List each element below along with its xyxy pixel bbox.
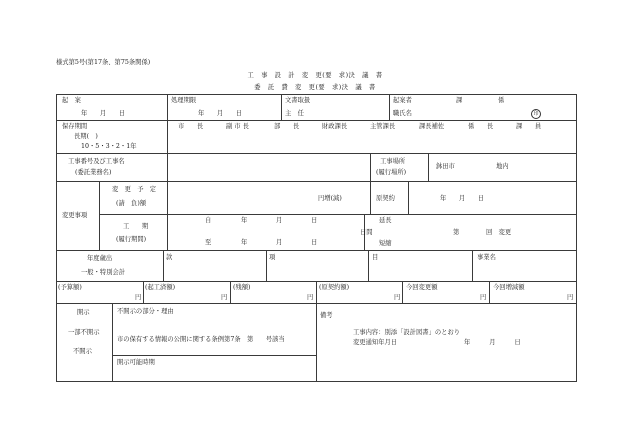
approver-mayor: 市 長	[178, 123, 204, 130]
kakari-label: 係	[498, 97, 505, 104]
biko-tsuchi-date: 年 月 日	[464, 339, 521, 346]
nichikan-label: 日間	[360, 229, 373, 236]
rule-v	[370, 153, 371, 181]
approver-section-chief: 主管課長	[370, 123, 396, 130]
rule-disclosure-mid	[112, 355, 316, 356]
kikan-label: 開示可能時期	[117, 359, 155, 366]
border-top	[56, 94, 577, 95]
form-title-construction: 工 事 設 計 変 更(要 求)決 議 書	[247, 72, 383, 79]
nensu-label: 10・5・3・2・1年	[81, 143, 137, 150]
yosan-yen: 円	[135, 294, 142, 301]
konkai-zogen-yen: 円	[567, 294, 574, 301]
rikou-kikan-label: (履行期間)	[116, 236, 147, 243]
border-bottom	[56, 381, 577, 382]
yosan-label: (予算額)	[58, 284, 82, 291]
kian-label: 起 案	[62, 97, 81, 104]
rule-v	[266, 250, 267, 281]
koki-label: 工 期	[123, 223, 149, 230]
ichibu-option: 一部不開示	[68, 329, 100, 336]
kiansha-label: 起案者	[393, 97, 412, 104]
gen-keiyaku-gaku-label: (原契約額)	[319, 284, 350, 291]
hozon-label: 保存期間	[62, 123, 88, 130]
tanshuku-label: 短縮	[379, 240, 392, 247]
ippan-label: 一般・特別会計	[81, 269, 126, 276]
rule-v	[167, 153, 168, 181]
approver-deputy-mayor: 副 市 長	[226, 123, 249, 130]
yotei-label: 変 更 予 定	[112, 186, 157, 193]
border-left	[56, 94, 57, 382]
shunin-label: 主 任	[285, 110, 304, 117]
konkai-henko-label: 今回変更額	[406, 284, 438, 291]
zan-yen: 円	[307, 294, 314, 301]
form-number: 様式第5号(第17条、第75条関係)	[56, 59, 151, 66]
rule-row4	[56, 250, 577, 251]
ji-label: 自	[205, 217, 212, 224]
ji-month: 月	[276, 217, 283, 224]
nendo-label: 年度歳出	[87, 255, 113, 262]
city-name: 鉢田市	[436, 163, 455, 170]
rule-row1	[56, 120, 577, 121]
shori-label: 処理期限	[171, 97, 197, 104]
approver-finance-chief: 財政課長	[322, 123, 348, 130]
rule-v	[167, 94, 168, 120]
rule-v	[368, 250, 369, 281]
biko-naiyo: 工事内容：別添「設計図書」のとおり	[353, 329, 461, 336]
biko-tsuchi-label: 変更通知年月日	[353, 339, 398, 346]
rule-v	[143, 281, 144, 303]
konkai-zogen-label: 今回増減額	[493, 284, 525, 291]
seal-mark: 印	[531, 109, 541, 119]
rule-v	[389, 94, 390, 120]
rule-v	[370, 181, 371, 214]
itaku-name-label: (委託業務名)	[75, 169, 112, 176]
en-gen-label: 円増(減)	[318, 195, 342, 202]
kian-date: 年 月 日	[81, 110, 126, 117]
gen-keiyaku-label: 原契約	[376, 195, 395, 202]
rule-v	[99, 181, 100, 250]
ukeoi-label: (請 負)額	[116, 200, 147, 207]
shi-year: 年	[241, 239, 248, 246]
koji-name-label: 工事番号及び工事名	[68, 158, 125, 165]
rule-v	[408, 181, 409, 214]
kai-henko-label: 回 変更	[486, 229, 512, 236]
bunsho-label: 文書取扱	[285, 97, 311, 104]
chinai-label: 地内	[496, 163, 509, 170]
rule-v	[472, 250, 473, 281]
rule-row3	[56, 181, 577, 182]
part-reason-label: 不開示の部分・理由	[117, 308, 174, 315]
rule-v	[281, 94, 282, 120]
kou-label: 項	[269, 254, 276, 261]
moku-label: 目	[372, 254, 379, 261]
zan-label: (残額)	[233, 284, 251, 291]
rule-v	[163, 250, 164, 281]
rule-v	[428, 153, 429, 181]
kisai-label: (起工済額)	[145, 284, 176, 291]
kisai-yen: 円	[221, 294, 228, 301]
shori-date: 年 月 日	[198, 110, 243, 117]
border-right	[576, 94, 577, 382]
approver-director: 部 長	[274, 123, 300, 130]
kaiji-option: 開示	[77, 309, 90, 316]
form-title-commission: 委 託 費 変 更(要 求)決 議 書	[254, 84, 376, 91]
henko-label: 変更事項	[62, 212, 88, 219]
koji-basho-label: 工事場所	[380, 158, 406, 165]
ka-label: 課	[456, 97, 463, 104]
shi-label: 至	[205, 239, 212, 246]
approver-assistant-chief: 課長補佐	[419, 123, 445, 130]
rule-henko-mid	[99, 214, 577, 215]
ji-day: 日	[311, 217, 318, 224]
rule-v	[402, 281, 403, 303]
rule-v	[316, 303, 317, 381]
dai-label: 第	[453, 229, 460, 236]
rikou-basho-label: (履行場所)	[376, 169, 407, 176]
rule-v	[316, 281, 317, 303]
kan-label: 款	[166, 254, 173, 261]
choki-label: 長期( )	[74, 133, 98, 140]
shimei-label: 職氏名	[393, 110, 412, 117]
rule-v	[167, 120, 168, 153]
rule-v	[489, 281, 490, 303]
encho-label: 延長	[379, 217, 392, 224]
ji-year: 年	[241, 217, 248, 224]
gen-keiyaku-yen: 円	[394, 294, 401, 301]
jorei-label: 市の保有する情報の公開に関する条例第7条 第 号該当	[117, 336, 285, 343]
biko-label: 備考	[320, 312, 333, 319]
konkai-henko-yen: 円	[480, 294, 487, 301]
approver-unit-chief: 係 長	[468, 123, 494, 130]
jigyo-label: 事業名	[477, 254, 496, 261]
shi-day: 日	[311, 239, 318, 246]
gen-keiyaku-date: 年 月 日	[440, 195, 485, 202]
rule-v	[112, 303, 113, 381]
shi-month: 月	[276, 239, 283, 246]
rule-v	[230, 281, 231, 303]
approver-staff: 課 員	[516, 123, 542, 130]
rule-v	[167, 181, 168, 250]
fukaiji-option: 不開示	[73, 348, 92, 355]
rule-row2	[56, 153, 577, 154]
